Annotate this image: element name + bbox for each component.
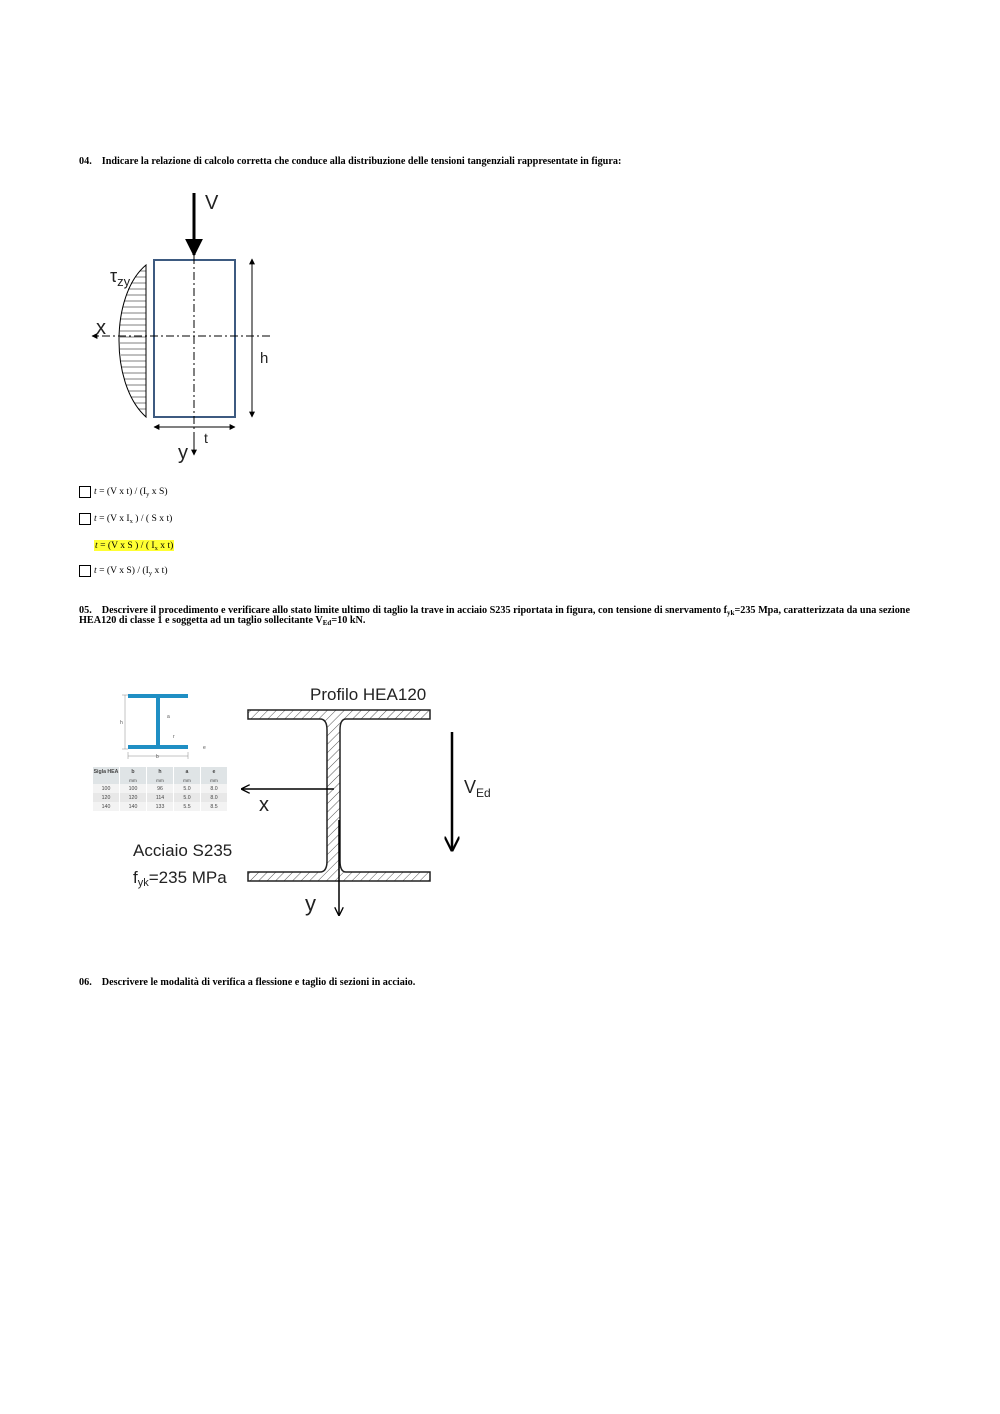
table-header: Sigla HEA xyxy=(93,769,119,775)
question-05-title xyxy=(79,606,929,626)
option-formula: t = (V x $I_x$ ) / ( S x t) xyxy=(94,513,173,525)
svg-text:e: e xyxy=(203,745,206,751)
table-header: e xyxy=(201,767,228,777)
rectangular-section-figure xyxy=(80,185,280,470)
option-checkbox[interactable] xyxy=(79,565,91,577)
answer-option-3-correct[interactable] xyxy=(79,539,174,553)
table-header: b xyxy=(120,767,147,777)
question-number: 04. xyxy=(79,156,92,167)
option-formula-highlighted: t = (V x S ) / ( $I_x$ x t) xyxy=(95,540,174,552)
question-06-title xyxy=(79,978,929,988)
stress-label: $\tau_{zy}$ xyxy=(110,266,131,289)
y-axis-label: y xyxy=(178,442,188,464)
x-axis-label: x xyxy=(96,317,106,339)
x-axis-label: x xyxy=(259,794,269,816)
question-04-title xyxy=(79,157,929,167)
question-number: 06. xyxy=(79,977,92,988)
svg-text:h: h xyxy=(120,720,123,726)
yield-strength-label: $f_{yk}=235$ MPa xyxy=(133,868,227,889)
table-header: a xyxy=(174,767,201,777)
table-row: 100 100 96 5.0 8.0 xyxy=(93,784,228,793)
answer-option-1[interactable] xyxy=(79,485,168,499)
answer-option-4[interactable] xyxy=(79,564,168,578)
hea120-section-figure xyxy=(230,680,510,925)
table-row: 140 140 133 5.5 8.5 xyxy=(93,802,228,811)
answer-option-2[interactable] xyxy=(79,512,172,526)
question-text: Descrivere il procedimento e verificare allo stato limite ultimo di taglio la trave in acciaio S235 riportata in figura, con tensione di snervamento $f_{yk}=235$ Mpa, caratterizzata da una sezione HEA120 di classe 1 e soggetta ad un taglio sollecitante $V_{Ed}=10$ kN. xyxy=(79,605,910,627)
steel-grade-label: Acciaio S235 xyxy=(133,841,233,860)
question-text: Indicare la relazione di calcolo corretta che conduce alla distribuzione delle tensioni tangenziali rappresentate in figura: xyxy=(101,156,622,167)
hea-thumbnail-figure xyxy=(115,690,215,760)
option-formula: t = (V x $S) / (I_y$ x t) xyxy=(94,565,168,577)
question-number: 05. xyxy=(79,605,92,616)
table-header: h xyxy=(147,767,174,777)
thickness-label: t xyxy=(204,430,208,446)
y-axis-label: y xyxy=(305,891,316,916)
svg-text:b: b xyxy=(156,754,159,760)
hea-dimensions-table: Sigla HEA b h a e mm mm mm mm 100 100 96 5.0 8.0 120 120 114 5.0 8.0 140 140 133 5.5 8.5 xyxy=(93,767,228,811)
force-label: V xyxy=(205,192,219,214)
question-text: Descrivere le modalità di verifica a flessione e taglio di sezioni in acciaio. xyxy=(101,977,416,988)
option-checkbox[interactable] xyxy=(79,513,91,525)
profile-label: Profilo HEA120 xyxy=(310,685,427,704)
option-formula: t = (V x $t) / (I_y$ x S) xyxy=(94,486,168,498)
table-row: 120 120 114 5.0 8.0 xyxy=(93,793,228,802)
svg-text:r: r xyxy=(173,734,175,740)
shear-label: $V_{Ed}$ xyxy=(464,777,491,800)
svg-text:a: a xyxy=(167,714,170,720)
height-label: h xyxy=(260,350,269,367)
option-checkbox[interactable] xyxy=(79,486,91,498)
